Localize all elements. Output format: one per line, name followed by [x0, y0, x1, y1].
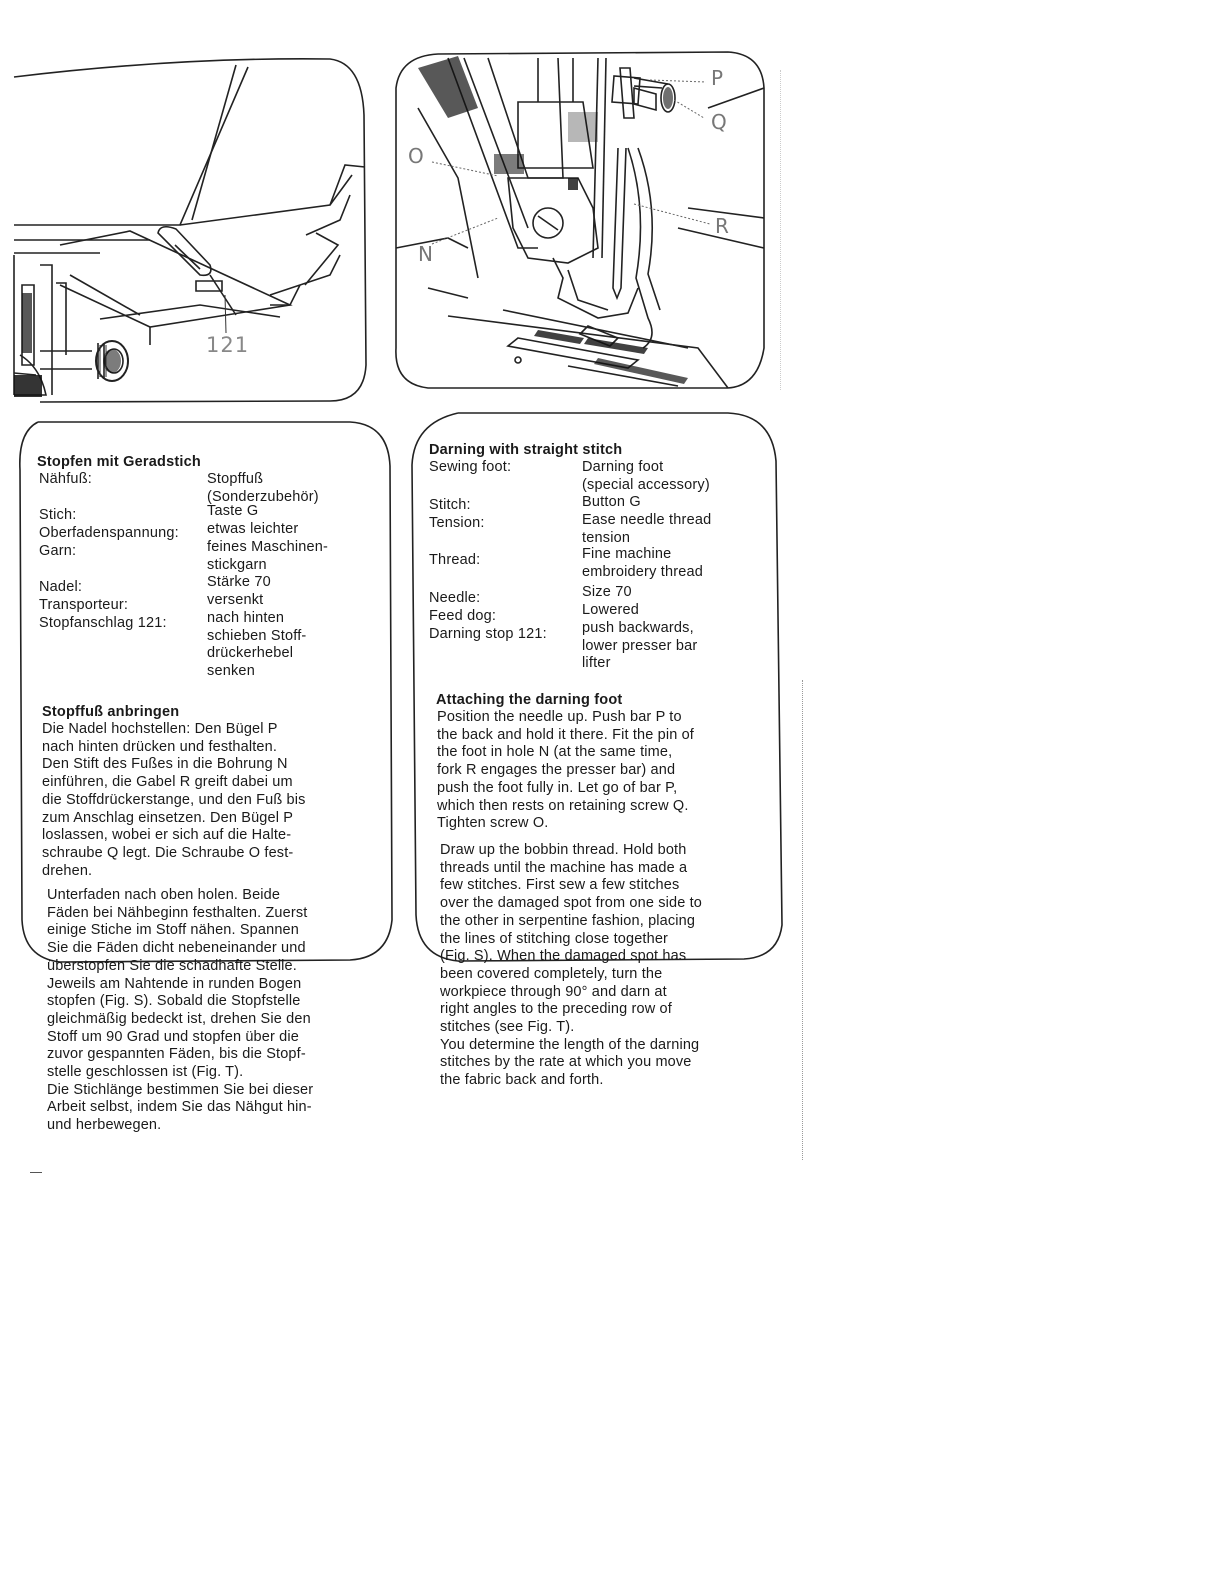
german-sub-heading: Stopffuß anbringen — [42, 704, 180, 720]
darning-stop-illustration — [0, 55, 370, 415]
english-sub-heading: Attaching the darning foot — [436, 692, 623, 708]
callout-label-q: Q — [711, 110, 727, 134]
german-paragraph-2: Unterfaden nach oben holen. Beide Fäden bei Nähbeginn festhalten. Zuerst einige Stiche im Stoff nähen. Spannen Sie die Fäden dicht nebeneinander und überstopfen Sie die schadhafte Stelle. Jeweils am Nahtende in runden Bogen stopfen (Fig. S). Sobald die Stopfstelle gleichmäßig bedeckt ist, drehen Sie den Stoff um 90 Grad und stopfen über die zuvor gespannten Fäden, bis die Stopf- stelle geschlossen ist (Fig. T). Die Stichlänge bestimmen Sie bei dieser Arbeit selbst, indem Sie das Nähgut hin- und herbewegen. — [47, 887, 314, 1134]
page-corner-mark — [30, 1172, 42, 1173]
spec-value: Ease needle thread tension — [582, 512, 712, 546]
spec-key: Needle: — [429, 590, 481, 606]
spec-key: Sewing foot: — [429, 459, 512, 475]
spec-value: push backwards, lower presser bar lifter — [582, 620, 698, 672]
spec-key: Stopfanschlag 121: — [39, 615, 167, 631]
spec-value: etwas leichter — [207, 521, 299, 537]
english-spec-list — [429, 459, 769, 679]
spec-value: Stärke 70 — [207, 574, 271, 590]
figure-darning-foot — [388, 48, 773, 408]
spec-key: Nadel: — [39, 579, 83, 595]
english-heading: Darning with straight stitch — [429, 442, 623, 458]
spec-value: Button G — [582, 494, 641, 510]
spec-key: Thread: — [429, 552, 481, 568]
english-paragraph-2: Draw up the bobbin thread. Hold both threads until the machine has made a few stitches. First sew a few stitches over the damaged spot from one side to the other in serpentine fashion, placing the lines of stitching close together (Fig. S). When the damaged spot has been covered completely, turn the workpiece through 90° and darn at right angles to the preceding row of stitches (see Fig. T). You determine the length of the darning stitches by the rate at which you move the fabric back and forth. — [440, 842, 703, 1089]
callout-label-p: P — [711, 66, 724, 90]
callout-label-r: R — [715, 214, 729, 238]
spec-value: nach hinten schieben Stoff- drückerhebel senken — [207, 610, 307, 679]
spec-key: Tension: — [429, 515, 485, 531]
callout-label-n: N — [418, 242, 433, 266]
scan-edge-mark — [780, 70, 782, 390]
callout-label-o: O — [408, 144, 424, 168]
spec-value: Size 70 — [582, 584, 632, 600]
spec-value: versenkt — [207, 592, 264, 608]
figure-darning-stop — [0, 55, 370, 415]
german-heading: Stopfen mit Geradstich — [37, 454, 201, 470]
spec-key: Darning stop 121: — [429, 626, 547, 642]
spec-value: Darning foot (special accessory) — [582, 459, 710, 493]
spec-value: Taste G — [207, 503, 259, 519]
spec-key: Oberfadenspannung: — [39, 525, 179, 541]
spec-key: Nähfuß: — [39, 471, 92, 487]
spec-key: Feed dog: — [429, 608, 497, 624]
spec-key: Garn: — [39, 543, 77, 559]
scan-edge-mark — [802, 680, 804, 1160]
spec-value: feines Maschinen- stickgarn — [207, 539, 329, 573]
english-paragraph-1: Position the needle up. Push bar P to the back and hold it there. Fit the pin of the foot in hole N (at the same time, fork R engages the presser bar) and push the foot fully in. Let go of bar P, which then rests on retaining screw Q. Tighten screw O. — [437, 709, 694, 832]
spec-key: Transporteur: — [39, 597, 129, 613]
spec-key: Stich: — [39, 507, 77, 523]
spec-value: Lowered — [582, 602, 640, 618]
german-spec-list — [39, 471, 369, 691]
german-paragraph-1: Die Nadel hochstellen: Den Bügel P nach hinten drücken und festhalten. Den Stift des Fußes in die Bohrung N einführen, die Gabel R greift dabei um die Stoffdrückerstange, und den Fuß bis zum Anschlag einsetzen. Den Bügel P loslassen, wobei er sich auf die Halte- schraube Q legt. Die Schraube O fest- drehen. — [42, 721, 306, 879]
spec-value: Stopffuß (Sonderzubehör) — [207, 471, 319, 505]
spec-value: Fine machine embroidery thread — [582, 546, 704, 580]
darning-stop-number-label: 121 — [206, 333, 250, 357]
spec-key: Stitch: — [429, 497, 471, 513]
